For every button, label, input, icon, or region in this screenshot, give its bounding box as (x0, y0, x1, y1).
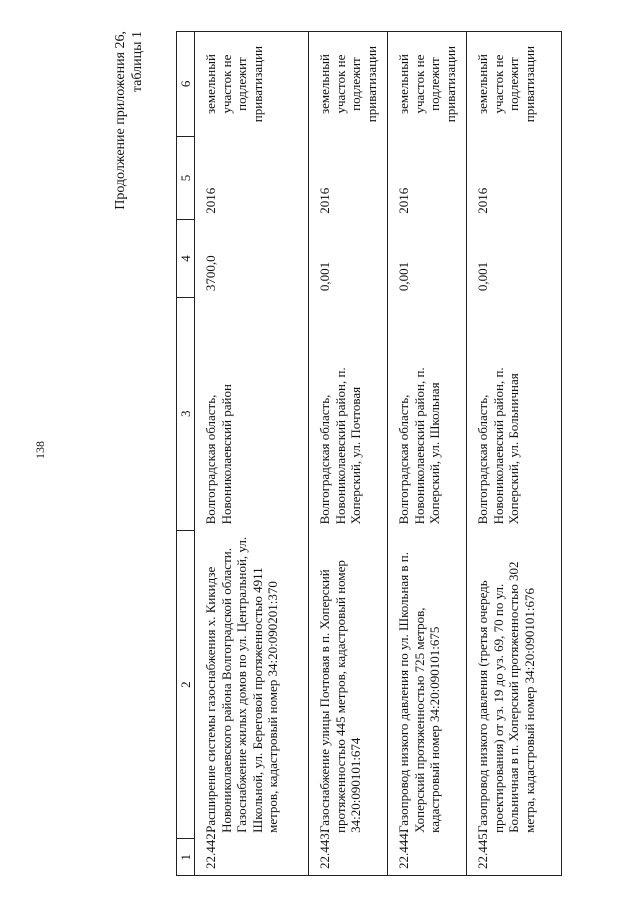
continuation-line-2: таблицы 1 (130, 31, 145, 93)
row-value: 3700,0 (195, 220, 309, 297)
header-col-4: 4 (177, 220, 195, 297)
row-number: 22.444. (388, 839, 467, 876)
row-year: 2016 (467, 136, 562, 220)
row-value: 0,001 (467, 220, 562, 297)
page-number: 138 (33, 441, 47, 459)
table-header-row (177, 32, 195, 876)
row-year: 2016 (388, 136, 467, 220)
row-address: Волгоградская область, Новониколаевский район, п. Хоперский, ул. Больничная (467, 297, 562, 530)
row-note: земельный участок не подлежит приватизации (388, 32, 467, 137)
row-address: Волгоградская область, Новониколаевский район (195, 297, 309, 530)
header-col-3: 3 (177, 297, 195, 530)
row-address: Волгоградская область, Новониколаевский район, п. Хоперский, ул. Почтовая (309, 297, 388, 530)
row-description: Газоснабжение улицы Почтовая в п. Хоперский протяженностью 445 метров, кадастровый номер 34:20:090101:674 (309, 530, 388, 839)
row-number: 22.442. (195, 839, 309, 876)
continuation-caption (112, 31, 157, 291)
continuation-line-1: Продолжение приложения 26, (113, 31, 128, 210)
header-col-1: 1 (177, 839, 195, 876)
row-value: 0,001 (309, 220, 388, 297)
table-row (388, 32, 467, 876)
table-row (195, 32, 309, 876)
row-note: земельный участок не подлежит приватизации (467, 32, 562, 137)
row-year: 2016 (195, 136, 309, 220)
row-description: Газопровод низкого давления по ул. Школьная в п. Хоперский протяженностью 725 метров, кадастровый номер 34:20:090101:675 (388, 530, 467, 839)
header-col-6: 6 (177, 32, 195, 137)
header-col-2: 2 (177, 530, 195, 839)
table-row (309, 32, 388, 876)
row-number: 22.443. (309, 839, 388, 876)
row-description: Газопровод низкого давления (третья очередь проектирования) от уз. 19 до уз. 69, 70 по ул. Больничная в п. Хоперский протяженностью 302 метра, кадастровый номер 34:20:090101:676 (467, 530, 562, 839)
row-description: Расширение системы газоснабжения х. Кикидзе Новониколаевского района Волгоградской области. Газоснабжение жилых домов по ул. Центральной, ул. Школьной, ул. Береговой протяженностью 4911 метров, кадастровый номер 34:20:090201:370 (195, 530, 309, 839)
row-number: 22.445. (467, 839, 562, 876)
row-address: Волгоградская область, Новониколаевский район, п. Хоперский, ул. Школьная (388, 297, 467, 530)
row-note: земельный участок не подлежит приватизации (309, 32, 388, 137)
row-value: 0,001 (388, 220, 467, 297)
table-row (467, 32, 562, 876)
row-note: земельный участок не подлежит приватизации (195, 32, 309, 137)
header-col-5: 5 (177, 136, 195, 220)
row-year: 2016 (309, 136, 388, 220)
property-table (176, 31, 562, 876)
rotated-page-content (112, 31, 584, 876)
